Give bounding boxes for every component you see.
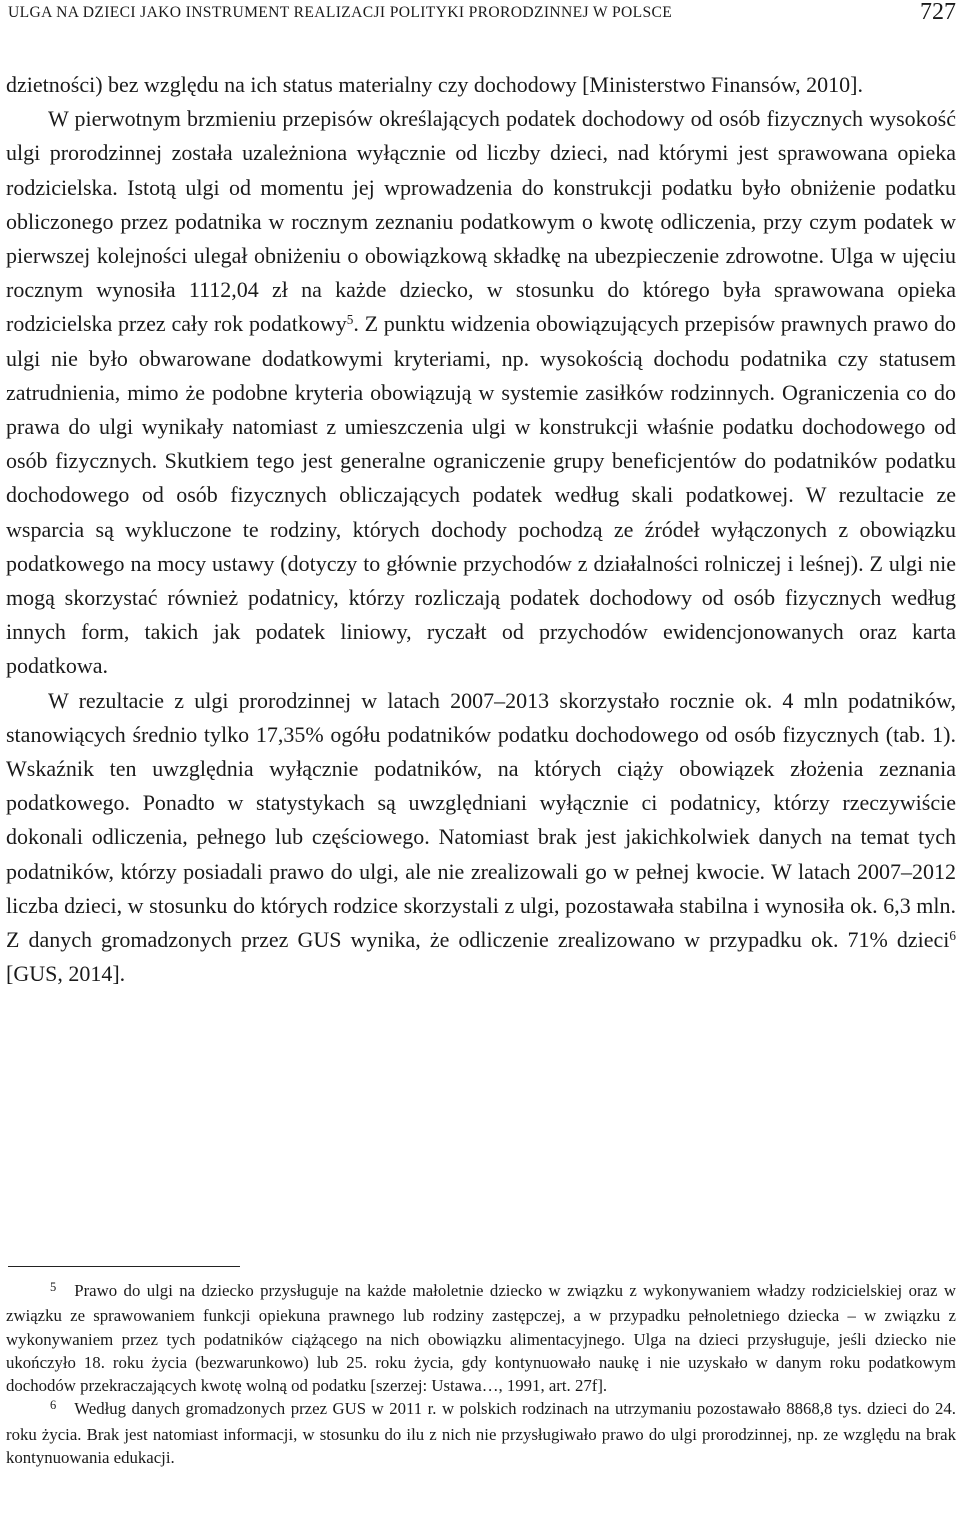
paragraph-continued: [6, 68, 956, 102]
footnote: [6, 1279, 956, 1397]
footnote-ref[interactable]: 5: [346, 312, 354, 328]
footnote-ref[interactable]: 6: [949, 927, 956, 943]
main-text: [6, 68, 956, 991]
page-number: 727: [920, 0, 956, 25]
footnote-number: 5: [50, 1280, 57, 1294]
running-title: ULGA NA DZIECI JAKO INSTRUMENT REALIZACJI POLITYKI PRORODZINNEJ W POLSCE: [8, 4, 673, 21]
footnote-number: 6: [50, 1398, 57, 1413]
paragraph-text: . Z punktu widzenia obowiązujących przepisów prawnych prawo do ulgi nie było obwarowane dodatkowymi kryteriami, np. wysokością dochodu podatnika czy statusem zatrudnienia, mimo że podobne kryteria obowiązują w systemie zasiłków rodzinnych. Ograniczenia co do prawa do ulgi wynikały natomiast z umieszczenia ulgi w konstrukcji właśnie podatku dochodowego od osób fizycznych. Skutkiem tego jest generalne ograniczenie grupy beneficjentów do podatników podatku dochodowego od osób fizycznych obliczających podatek według skali podatkowej. W rezultacie ze wsparcia są wykluczone te rodziny, których dochody pochodzą ze źródeł wyłączonych z obowiązku podatkowego na mocy ustawy (dotyczy to głównie przychodów z działalności rolniczej i leśnej). Z ulgi nie mogą skorzystać również podatnicy, którzy rozliczają podatek dochodowy od osób fizycznych według innych form, takich jak podatek liniowy, ryczałt od przychodów ewidencjonowanych oraz karta podatkowa.: [6, 311, 956, 679]
paragraph-text: W pierwotnym brzmieniu przepisów określających podatek dochodowy od osób fizycznych wysokość ulgi prorodzinnej została uzależniona wyłącznie od liczby dzieci, nad którymi jest sprawowana opieka rodzicielska. Istotą ulgi od momentu jej wprowadzenia do konstrukcji podatku było obniżenie podatku obliczonego przez podatnika w rocznym zeznaniu podatkowym o kwotę odliczenia, przy czym podatek w pierwszej kolejności ulegał obniżeniu o obowiązkową składkę na ubezpieczenie zdrowotne. Ulga w ujęciu rocznym wynosiła 1112,04 zł na każde dziecko, w stosunku do którego była sprawowana opieka rodzicielska przez cały rok podatkowy: [6, 106, 956, 337]
paragraph-text: [GUS, 2014].: [6, 961, 126, 987]
footnote-text: Prawo do ulgi na dziecko przysługuje na każde małoletnie dziecko w związku z wykonywaniem władzy rodzicielskiej oraz w związku ze sprawowaniem funkcji opiekuna prawnego lub rodziny zastępczej, a w przypadku pełnoletniego dziecka – w związku z wykonywaniem przez tych podatników ciążącego na nich obowiązku alimentacyjnego. Ulga na dzieci przysługuje, jeśli dziecko nie ukończyło 18. roku życia (bezwarunkowo) lub 25. roku życia, gdy kontynuowało naukę i nie uzyskało w danym roku podatkowym dochodów przekraczających kwotę wolną od podatku [szerzej: Ustawa…, 1991, art. 27f].: [6, 1281, 956, 1396]
paragraph-text: W rezultacie z ulgi prorodzinnej w latach 2007–2013 skorzystało rocznie ok. 4 mln podatników, stanowiących średnio tylko 17,35% ogółu podatników podatku dochodowego od osób fizycznych (tab. 1). Wskaźnik ten uwzględnia wyłącznie podatników, na których ciąży obowiązek złożenia zeznania podatkowego. Ponadto w statystykach są uwzględniani wyłącznie ci podatnicy, którzy rzeczywiście dokonali odliczenia, pełnego lub częściowego. Natomiast brak jest jakichkolwiek danych na temat tych podatników, którzy posiadali prawo do ulgi, ale nie zrealizowali go w pełnej kwocie. W latach 2007–2012 liczba dzieci, w stosunku do których rodzice skorzystali z ulgi, pozostawała stabilna i wynosiła ok. 6,3 mln. Z danych gromadzonych przez GUS wynika, że odliczenie zrealizowano w przypadku ok. 71% dzieci: [6, 687, 956, 953]
footnotes: [6, 1279, 956, 1469]
paragraph-text: dzietności) bez względu na ich status materialny czy dochodowy [Ministerstwo Finansów, 2010].: [6, 72, 863, 97]
running-header: [0, 0, 960, 42]
paragraph: [6, 102, 956, 683]
footnote-separator: [8, 1266, 240, 1267]
paragraph: [6, 684, 956, 992]
footnote: [6, 1397, 956, 1469]
footnote-text: Według danych gromadzonych przez GUS w 2011 r. w polskich rodzinach na utrzymaniu pozostawało 8868,8 tys. dzieci do 24. roku życia. Brak jest natomiast informacji, w stosunku do ilu z nich nie przysługiwało prawo do ulgi prorodzinnej, np. ze względu na brak kontynuowania edukacji.: [6, 1399, 956, 1468]
